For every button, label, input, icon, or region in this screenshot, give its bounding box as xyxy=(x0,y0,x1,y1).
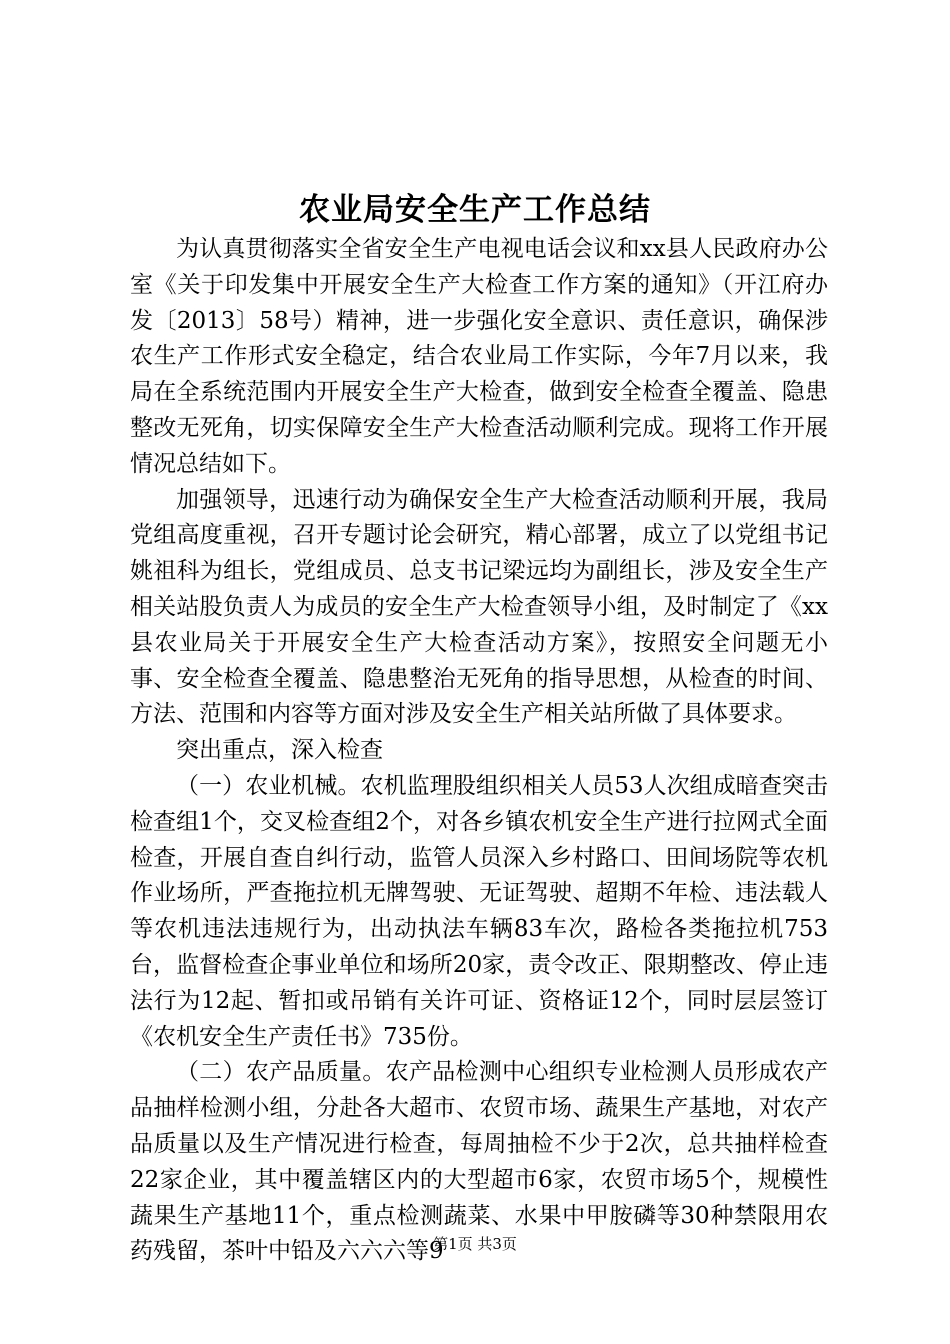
paragraph-product-quality: （二）农产品质量。农产品检测中心组织专业检测人员形成农产品抽样检测小组，分赴各大超市、农贸市场、蔬果生产基地，对农产品质量以及生产情况进行检查，每周抽检不少于2次，总共抽样检查22家企业，其中覆盖辖区内的大型超市6家，农贸市场5个，规模性蔬果生产基地11个，重点检测蔬菜、水果中甲胺磷等30种禁限用农药残留，茶叶中铅及六六六等9 xyxy=(130,1059,828,1265)
document-title: 农业局安全生产工作总结 xyxy=(299,192,651,228)
paragraph-agricultural-machinery: （一）农业机械。农机监理股组织相关人员53人次组成暗查突击检查组1个，交叉检查组2个，对各乡镇农机安全生产进行拉网式全面检查，开展自查自纠行动，监管人员深入乡村路口、田间场院等农机作业场所，严查拖拉机无牌驾驶、无证驾驶、超期不年检、违法载人等农机违法违规行为，出动执法车辆83车次，路检各类拖拉机753台，监督检查企事业单位和场所20家，责令改正、限期整改、停止违法行为12起、暂扣或吊销有关许可证、资格证12个，同时层层签订《农机安全生产责任书》735份。 xyxy=(130,772,828,1050)
paragraph-intro: 为认真贯彻落实全省安全生产电视电话会议和xx县人民政府办公室《关于印发集中开展安全生产大检查工作方案的通知》（开江府办发〔2013〕58号）精神，进一步强化安全意识、责任意识，确保涉农生产工作形式安全稳定，结合农业局工作实际，今年7月以来，我局在全系统范围内开展安全生产大检查，做到安全检查全覆盖、隐患整改无死角，切实保障安全生产大检查活动顺利完成。现将工作开展情况总结如下。 xyxy=(130,236,828,477)
paragraph-leadership: 加强领导，迅速行动为确保安全生产大检查活动顺利开展，我局党组高度重视，召开专题讨论会研究，精心部署，成立了以党组书记姚祖科为组长，党组成员、总支书记梁远均为副组长，涉及安全生产相关站股负责人为成员的安全生产大检查领导小组，及时制定了《xx县农业局关于开展安全生产大检查活动方案》，按照安全问题无小事、安全检查全覆盖、隐患整治无死角的指导思想，从检查的时间、方法、范围和内容等方面对涉及安全生产相关站所做了具体要求。 xyxy=(130,486,828,728)
section-heading-inspection: 突出重点，深入检查 xyxy=(176,737,383,764)
page-number-footer: 第1页 共3页 xyxy=(433,1235,517,1253)
document-body xyxy=(130,232,828,1270)
